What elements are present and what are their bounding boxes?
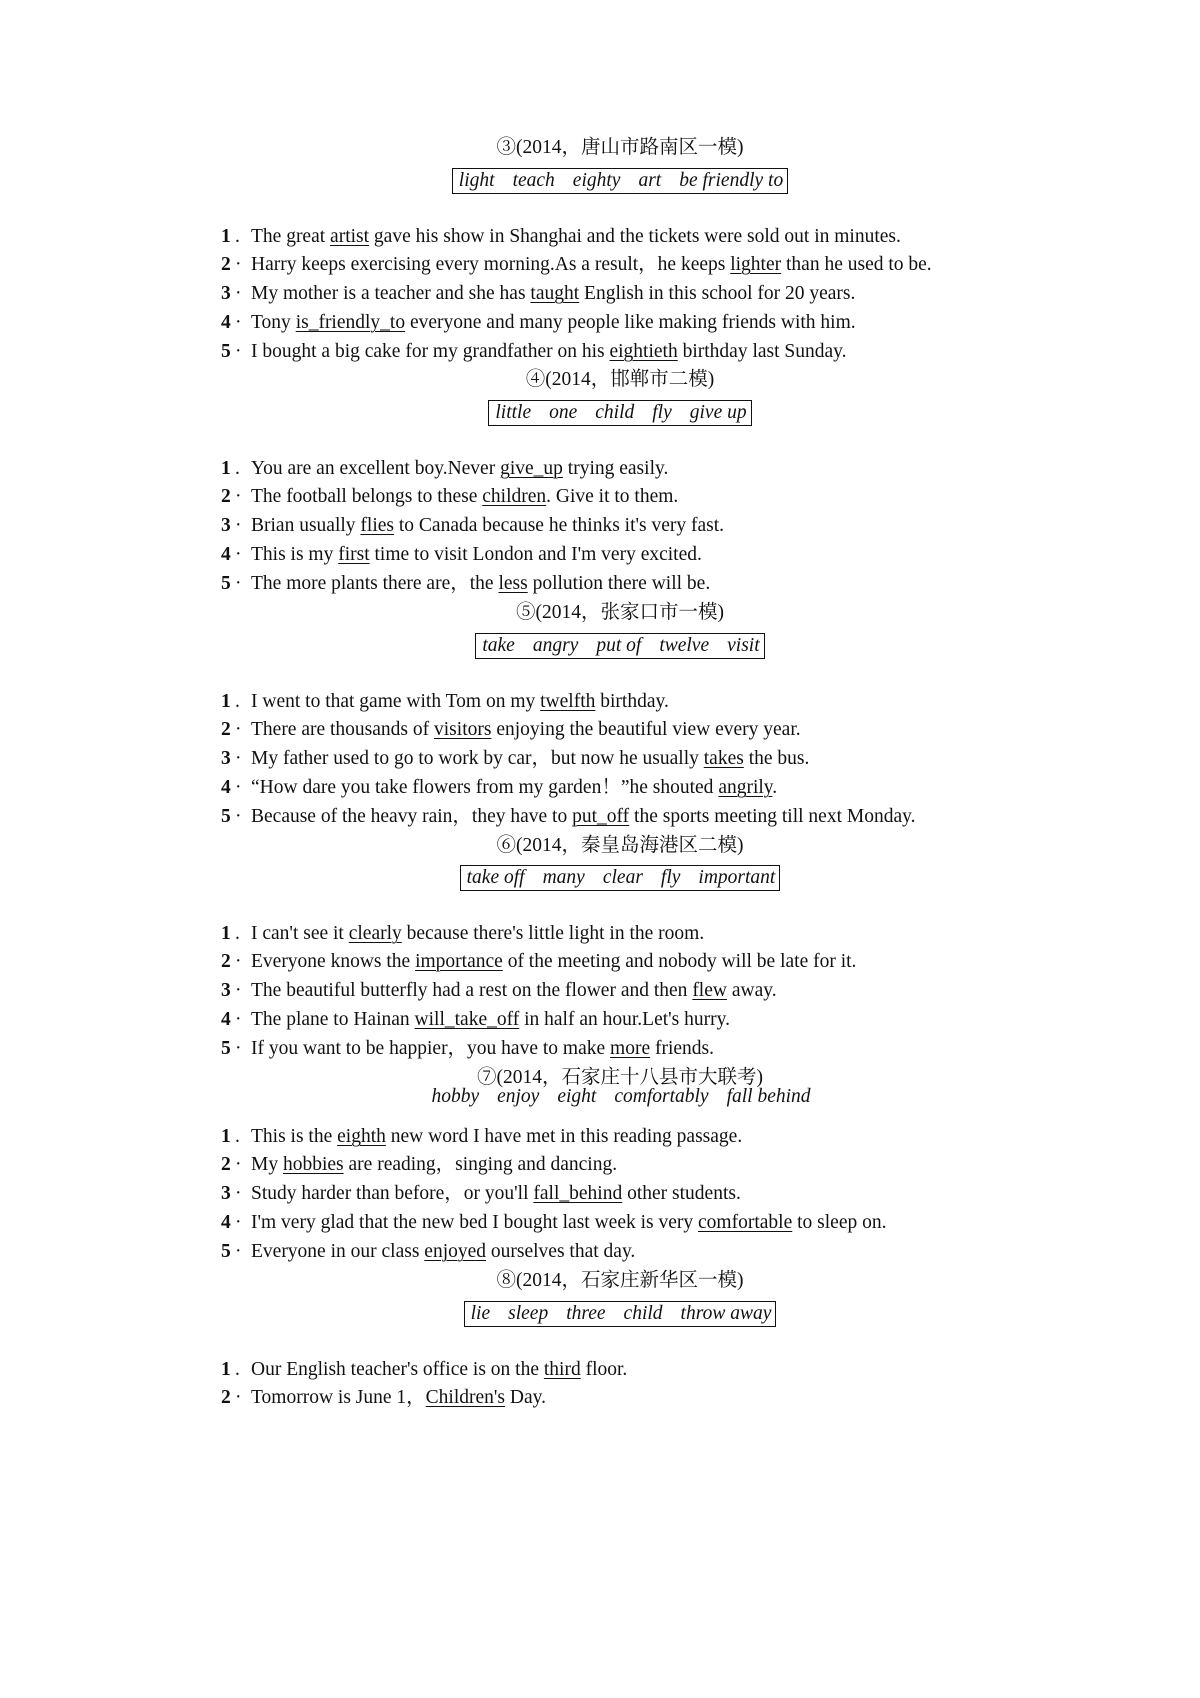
exercise-item xyxy=(221,456,668,482)
answer-blank: angrily xyxy=(718,777,773,798)
item-text-before: Because of the heavy rain，they have to xyxy=(251,806,573,827)
word-bank-box xyxy=(464,1301,777,1327)
item-separator: · xyxy=(235,1241,242,1262)
item-number: 3 xyxy=(221,1183,231,1204)
item-separator: · xyxy=(235,254,242,275)
answer-blank: comfortable xyxy=(698,1212,793,1233)
item-separator: · xyxy=(235,283,242,304)
word-bank-word: one xyxy=(549,402,578,423)
item-number: 2 xyxy=(221,951,231,972)
exercise-item xyxy=(221,252,932,278)
item-number: 2 xyxy=(221,719,231,740)
item-text-before: Everyone in our class xyxy=(251,1241,425,1262)
item-text-before: The football belongs to these xyxy=(251,486,483,507)
item-text-after: Day. xyxy=(505,1387,546,1408)
item-text-before: The plane to Hainan xyxy=(251,1009,415,1030)
word-bank-word: fly xyxy=(652,402,672,423)
item-text-before: I'm very glad that the new bed I bought last week is very xyxy=(251,1212,699,1233)
word-bank-word: clear xyxy=(602,867,643,888)
exercise-item xyxy=(221,1124,742,1150)
item-text-before: My father used to go to work by car，but now he usually xyxy=(251,748,704,769)
item-text-after: new word I have met in this reading passage. xyxy=(385,1126,743,1147)
word-bank-box xyxy=(488,400,751,426)
section-title: ⑦(2014，石家庄十八县市大联考) xyxy=(477,1067,763,1088)
exercise-item xyxy=(221,1239,635,1265)
exercise-item xyxy=(221,746,809,772)
exercise-item xyxy=(221,1036,714,1062)
word-bank-word: teach xyxy=(512,170,555,191)
section-title: ⑤(2014，张家口市一模) xyxy=(516,602,724,623)
item-text-after: are reading，singing and dancing. xyxy=(343,1154,618,1175)
item-text-after: other students. xyxy=(622,1183,741,1204)
item-separator: . xyxy=(235,1126,240,1147)
answer-blank: flew xyxy=(692,980,727,1001)
word-bank-word: child xyxy=(595,402,635,423)
word-bank-word: enjoy xyxy=(497,1086,540,1107)
item-number: 1 xyxy=(221,226,231,247)
item-number: 4 xyxy=(221,1212,231,1233)
item-text-before: Tomorrow is June 1， xyxy=(251,1387,426,1408)
item-text-after: to Canada because he thinks it's very fast. xyxy=(393,515,725,536)
item-text-before: The beautiful butterfly had a rest on the flower and then xyxy=(251,980,693,1001)
section-title: ③(2014，唐山市路南区一模) xyxy=(496,137,744,158)
answer-blank: taught xyxy=(530,283,580,304)
answer-blank: takes xyxy=(703,748,744,769)
item-separator: · xyxy=(235,748,242,769)
exercise-item xyxy=(221,310,856,336)
item-number: 3 xyxy=(221,515,231,536)
item-text-after: birthday last Sunday. xyxy=(677,341,847,362)
item-number: 2 xyxy=(221,1154,231,1175)
item-text-before: This is my xyxy=(251,544,339,565)
answer-blank: put_off xyxy=(572,806,630,827)
item-separator: . xyxy=(235,691,240,712)
answer-blank: lighter xyxy=(730,254,782,275)
word-bank xyxy=(0,168,1200,194)
answer-blank: eighth xyxy=(337,1126,386,1147)
item-separator: · xyxy=(235,341,242,362)
item-text-after: time to visit London and I'm very excited. xyxy=(369,544,702,565)
item-separator: · xyxy=(235,1387,242,1408)
word-bank-word: twelve xyxy=(659,635,710,656)
exercise-item xyxy=(221,513,724,539)
answer-blank: visitors xyxy=(434,719,492,740)
answer-blank: give_up xyxy=(500,458,563,479)
exercise-item xyxy=(221,717,801,743)
word-bank-word: take off xyxy=(466,867,525,888)
item-text-before: Study harder than before，or you'll xyxy=(251,1183,534,1204)
item-text-after: enjoying the beautiful view every year. xyxy=(491,719,801,740)
item-number: 1 xyxy=(221,1359,231,1380)
answer-blank: twelfth xyxy=(540,691,596,712)
answer-blank: more xyxy=(610,1038,651,1059)
item-separator: · xyxy=(235,1154,242,1175)
item-number: 5 xyxy=(221,573,231,594)
answer-blank: hobbies xyxy=(282,1154,344,1175)
item-separator: . xyxy=(235,226,240,247)
word-bank-word: little xyxy=(495,402,532,423)
item-text-after: to sleep on. xyxy=(792,1212,887,1233)
item-text-before: I can't see it xyxy=(251,923,349,944)
exercise-item xyxy=(221,921,704,947)
answer-blank: is_friendly_to xyxy=(295,312,406,333)
item-separator: . xyxy=(235,1359,240,1380)
item-separator: · xyxy=(235,1038,242,1059)
item-number: 2 xyxy=(221,486,231,507)
answer-blank: importance xyxy=(415,951,503,972)
answer-blank: first xyxy=(338,544,370,565)
answer-blank: Children's xyxy=(425,1387,506,1408)
word-bank-word: many xyxy=(542,867,585,888)
word-bank-word: fall behind xyxy=(726,1086,811,1107)
item-separator: · xyxy=(235,719,242,740)
word-bank-word: child xyxy=(623,1303,663,1324)
item-text-before: There are thousands of xyxy=(251,719,435,740)
item-text-before: My mother is a teacher and she has xyxy=(251,283,531,304)
item-number: 4 xyxy=(221,312,231,333)
item-number: 4 xyxy=(221,544,231,565)
answer-blank: third xyxy=(543,1359,581,1380)
item-separator: · xyxy=(235,1009,242,1030)
item-text-before: The more plants there are，the xyxy=(251,573,499,594)
section-title: ⑧(2014，石家庄新华区一模) xyxy=(496,1270,744,1291)
exercise-item xyxy=(221,484,678,510)
item-text-after: ourselves that day. xyxy=(486,1241,636,1262)
word-bank xyxy=(0,1084,1200,1110)
item-separator: · xyxy=(235,312,242,333)
item-separator: · xyxy=(235,777,242,798)
word-bank-word: three xyxy=(566,1303,606,1324)
word-bank-word: eight xyxy=(557,1086,597,1107)
item-text-before: Brian usually xyxy=(251,515,361,536)
answer-blank: artist xyxy=(330,226,370,247)
item-text-after: pollution there will be. xyxy=(527,573,711,594)
word-bank-box xyxy=(460,865,781,891)
exercise-item xyxy=(221,978,777,1004)
item-number: 4 xyxy=(221,777,231,798)
exercise-item xyxy=(221,949,856,975)
word-bank-word: art xyxy=(638,170,662,191)
item-text-before: Everyone knows the xyxy=(251,951,416,972)
word-bank-word: sleep xyxy=(508,1303,549,1324)
item-text-after: the bus. xyxy=(743,748,810,769)
item-text-before: The great xyxy=(251,226,331,247)
item-text-after: . Give it to them. xyxy=(546,486,679,507)
exercise-item xyxy=(221,804,915,830)
section-title: ⑥(2014，秦皇岛海港区二模) xyxy=(496,835,744,856)
item-number: 4 xyxy=(221,1009,231,1030)
item-text-after: floor. xyxy=(580,1359,628,1380)
item-text-after: . xyxy=(772,777,778,798)
word-bank-word: hobby xyxy=(431,1086,480,1107)
item-number: 2 xyxy=(221,254,231,275)
word-bank-word: throw away xyxy=(680,1303,772,1324)
item-number: 3 xyxy=(221,980,231,1001)
word-bank-box xyxy=(475,633,764,659)
word-bank-word: visit xyxy=(727,635,760,656)
exercise-item xyxy=(221,339,847,365)
word-bank-word: light xyxy=(458,170,495,191)
item-text-before: This is the xyxy=(251,1126,338,1147)
item-text-after: away. xyxy=(726,980,777,1001)
answer-blank: less xyxy=(498,573,528,594)
item-separator: · xyxy=(235,980,242,1001)
answer-blank: flies xyxy=(360,515,394,536)
item-number: 1 xyxy=(221,1126,231,1147)
item-number: 1 xyxy=(221,458,231,479)
item-separator: · xyxy=(235,951,242,972)
item-separator: . xyxy=(235,923,240,944)
item-text-after: everyone and many people like making friends with him. xyxy=(405,312,856,333)
answer-blank: children xyxy=(482,486,547,507)
item-text-before: If you want to be happier，you have to make xyxy=(251,1038,611,1059)
answer-blank: clearly xyxy=(348,923,402,944)
item-number: 2 xyxy=(221,1387,231,1408)
item-text-after: trying easily. xyxy=(562,458,669,479)
item-text-before: Our English teacher's office is on the xyxy=(251,1359,544,1380)
item-text-before: My xyxy=(251,1154,283,1175)
item-text-before: You are an excellent boy.Never xyxy=(251,458,501,479)
answer-blank: eightieth xyxy=(609,341,678,362)
item-separator: · xyxy=(235,544,242,565)
item-text-after: birthday. xyxy=(595,691,669,712)
item-number: 3 xyxy=(221,748,231,769)
word-bank xyxy=(0,1301,1200,1327)
item-text-after: in half an hour.Let's hurry. xyxy=(519,1009,730,1030)
word-bank xyxy=(0,633,1200,659)
item-separator: · xyxy=(235,573,242,594)
word-bank-word: give up xyxy=(689,402,747,423)
item-text-after: gave his show in Shanghai and the tickets were sold out in minutes. xyxy=(369,226,901,247)
exercise-item xyxy=(221,1152,617,1178)
item-text-after: than he used to be. xyxy=(781,254,932,275)
exercise-item xyxy=(221,542,702,568)
word-bank-word: fly xyxy=(660,867,681,888)
exercise-item xyxy=(221,1210,886,1236)
exercise-item xyxy=(221,1385,546,1411)
item-text-before: I went to that game with Tom on my xyxy=(251,691,541,712)
word-bank xyxy=(0,400,1200,426)
word-bank xyxy=(0,865,1200,891)
word-bank-word: lie xyxy=(470,1303,491,1324)
item-text-before: Harry keeps exercising every morning.As a result，he keeps xyxy=(251,254,731,275)
item-text-after: English in this school for 20 years. xyxy=(579,283,856,304)
item-number: 5 xyxy=(221,1038,231,1059)
exercise-item xyxy=(221,281,855,307)
section-title: ④(2014，邯郸市二模) xyxy=(525,369,715,390)
exercise-item xyxy=(221,689,669,715)
item-text-before: Tony xyxy=(251,312,296,333)
word-bank-word: take xyxy=(482,635,515,656)
word-bank-word: angry xyxy=(532,635,579,656)
exercise-item xyxy=(221,1357,627,1383)
exercise-item xyxy=(221,1007,730,1033)
item-separator: · xyxy=(235,1212,242,1233)
item-separator: · xyxy=(235,1183,242,1204)
item-number: 1 xyxy=(221,691,231,712)
item-text-before: I bought a big cake for my grandfather on his xyxy=(251,341,610,362)
item-text-after: the sports meeting till next Monday. xyxy=(629,806,916,827)
item-number: 5 xyxy=(221,1241,231,1262)
item-number: 3 xyxy=(221,283,231,304)
word-bank-word: comfortably xyxy=(614,1086,709,1107)
item-text-after: of the meeting and nobody will be late for it. xyxy=(502,951,857,972)
item-number: 1 xyxy=(221,923,231,944)
item-separator: · xyxy=(235,486,242,507)
word-bank-box xyxy=(452,168,788,194)
item-separator: · xyxy=(235,806,242,827)
word-bank-word: eighty xyxy=(572,170,621,191)
item-separator: . xyxy=(235,458,240,479)
answer-blank: will_take_off xyxy=(414,1009,520,1030)
item-text-after: because there's little light in the room. xyxy=(401,923,705,944)
item-separator: · xyxy=(235,515,242,536)
item-text-after: friends. xyxy=(650,1038,715,1059)
exercise-item xyxy=(221,224,901,250)
exercise-item xyxy=(221,775,777,801)
exercise-item xyxy=(221,1181,741,1207)
item-number: 5 xyxy=(221,806,231,827)
word-bank-word: be friendly to xyxy=(679,170,784,191)
answer-blank: enjoyed xyxy=(424,1241,487,1262)
item-text-before: “How dare you take flowers from my garden！”he shouted xyxy=(251,777,719,798)
word-bank-word: put of xyxy=(596,635,642,656)
word-bank-box xyxy=(424,1084,815,1110)
word-bank-word: important xyxy=(698,867,776,888)
item-number: 5 xyxy=(221,341,231,362)
answer-blank: fall_behind xyxy=(533,1183,623,1204)
exercise-item xyxy=(221,571,710,597)
